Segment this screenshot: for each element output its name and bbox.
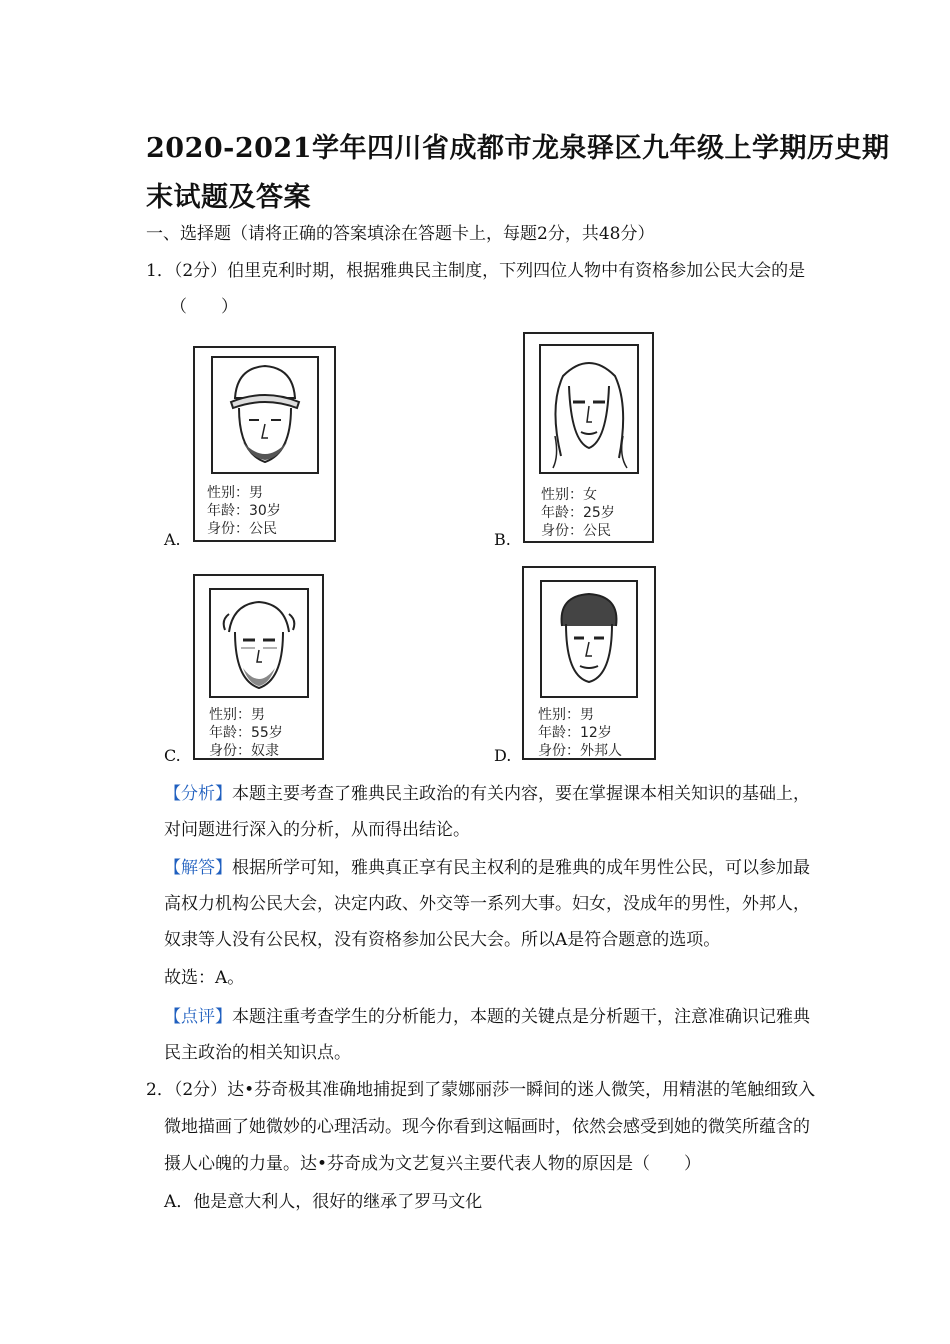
- option-a-gender: 性别：男: [207, 485, 263, 501]
- option-c-label[interactable]: C.: [164, 746, 181, 765]
- q1-stem-line2: （ ）: [170, 297, 238, 317]
- option-a-age: 年龄：30岁: [207, 503, 281, 519]
- comment-tag: 【点评】: [164, 1007, 232, 1027]
- analysis-line1: 【分析】本题主要考查了雅典民主政治的有关内容，要在掌握课本相关知识的基础上，: [164, 784, 810, 804]
- option-c-card[interactable]: [193, 574, 324, 760]
- answer-line1: 【解答】根据所学可知，雅典真正享有民主权利的是雅典的成年男性公民，可以参加最: [164, 858, 810, 878]
- comment-line1: 【点评】本题注重考查学生的分析能力，本题的关键点是分析题干，注意准确识记雅典: [164, 1007, 810, 1027]
- comment-line2: 民主政治的相关知识点。: [164, 1043, 351, 1063]
- option-c-identity: 身份：奴隶: [209, 743, 279, 759]
- q2-stem-line3: 摄人心魄的力量。达•芬奇成为文艺复兴主要代表人物的原因是（ ）: [164, 1154, 702, 1174]
- option-b-label[interactable]: B.: [494, 530, 511, 549]
- answer-choice: 故选：A。: [164, 968, 245, 988]
- page-title-line1: 2020-2021学年四川省成都市龙泉驿区九年级上学期历史期: [146, 133, 890, 164]
- portrait-boy-curly-hair-icon: [540, 580, 638, 698]
- option-b-gender: 性别：女: [541, 487, 597, 503]
- answer-tag: 【解答】: [164, 858, 232, 878]
- analysis-line2: 对问题进行深入的分析，从而得出结论。: [164, 820, 470, 840]
- option-d-age: 年龄：12岁: [538, 725, 612, 741]
- option-c-gender: 性别：男: [209, 707, 265, 723]
- answer-line2: 高权力机构公民大会，决定内政、外交等一系列大事。妇女，没成年的男性，外邦人，: [164, 894, 810, 914]
- option-a-card[interactable]: [193, 346, 336, 542]
- option-d-card[interactable]: [522, 566, 656, 760]
- option-d-identity: 身份：外邦人: [538, 743, 622, 759]
- analysis-tag: 【分析】: [164, 784, 232, 804]
- option-a-identity: 身份：公民: [207, 521, 277, 537]
- option-c-age: 年龄：55岁: [209, 725, 283, 741]
- option-d-label[interactable]: D.: [494, 746, 512, 765]
- option-a-label[interactable]: A.: [164, 530, 181, 549]
- page-title-line2: 末试题及答案: [146, 182, 311, 213]
- answer-line3: 奴隶等人没有公民权，没有资格参加公民大会。所以A是符合题意的选项。: [164, 930, 721, 950]
- section-header: 一、选择题（请将正确的答案填涂在答题卡上，每题2分，共48分）: [146, 224, 655, 244]
- option-b-age: 年龄：25岁: [541, 505, 615, 521]
- q2-stem-line2: 微地描画了她微妙的心理活动。现今你看到这幅画时，依然会感受到她的微笑所蕴含的: [164, 1117, 810, 1137]
- q1-stem-line1: 1．（2分）伯里克利时期，根据雅典民主制度，下列四位人物中有资格参加公民大会的是: [146, 261, 806, 281]
- option-b-identity: 身份：公民: [541, 523, 611, 539]
- portrait-woman-long-hair-icon: [539, 344, 639, 474]
- option-b-card[interactable]: [523, 332, 654, 543]
- portrait-man-cap-icon: [211, 356, 319, 474]
- q2-option-a[interactable]: A．他是意大利人，很好的继承了罗马文化: [164, 1192, 483, 1212]
- portrait-old-man-icon: [209, 588, 309, 698]
- option-d-gender: 性别：男: [538, 707, 594, 723]
- q2-stem-line1: 2．（2分）达•芬奇极其准确地捕捉到了蒙娜丽莎一瞬间的迷人微笑，用精湛的笔触细致入: [146, 1080, 816, 1100]
